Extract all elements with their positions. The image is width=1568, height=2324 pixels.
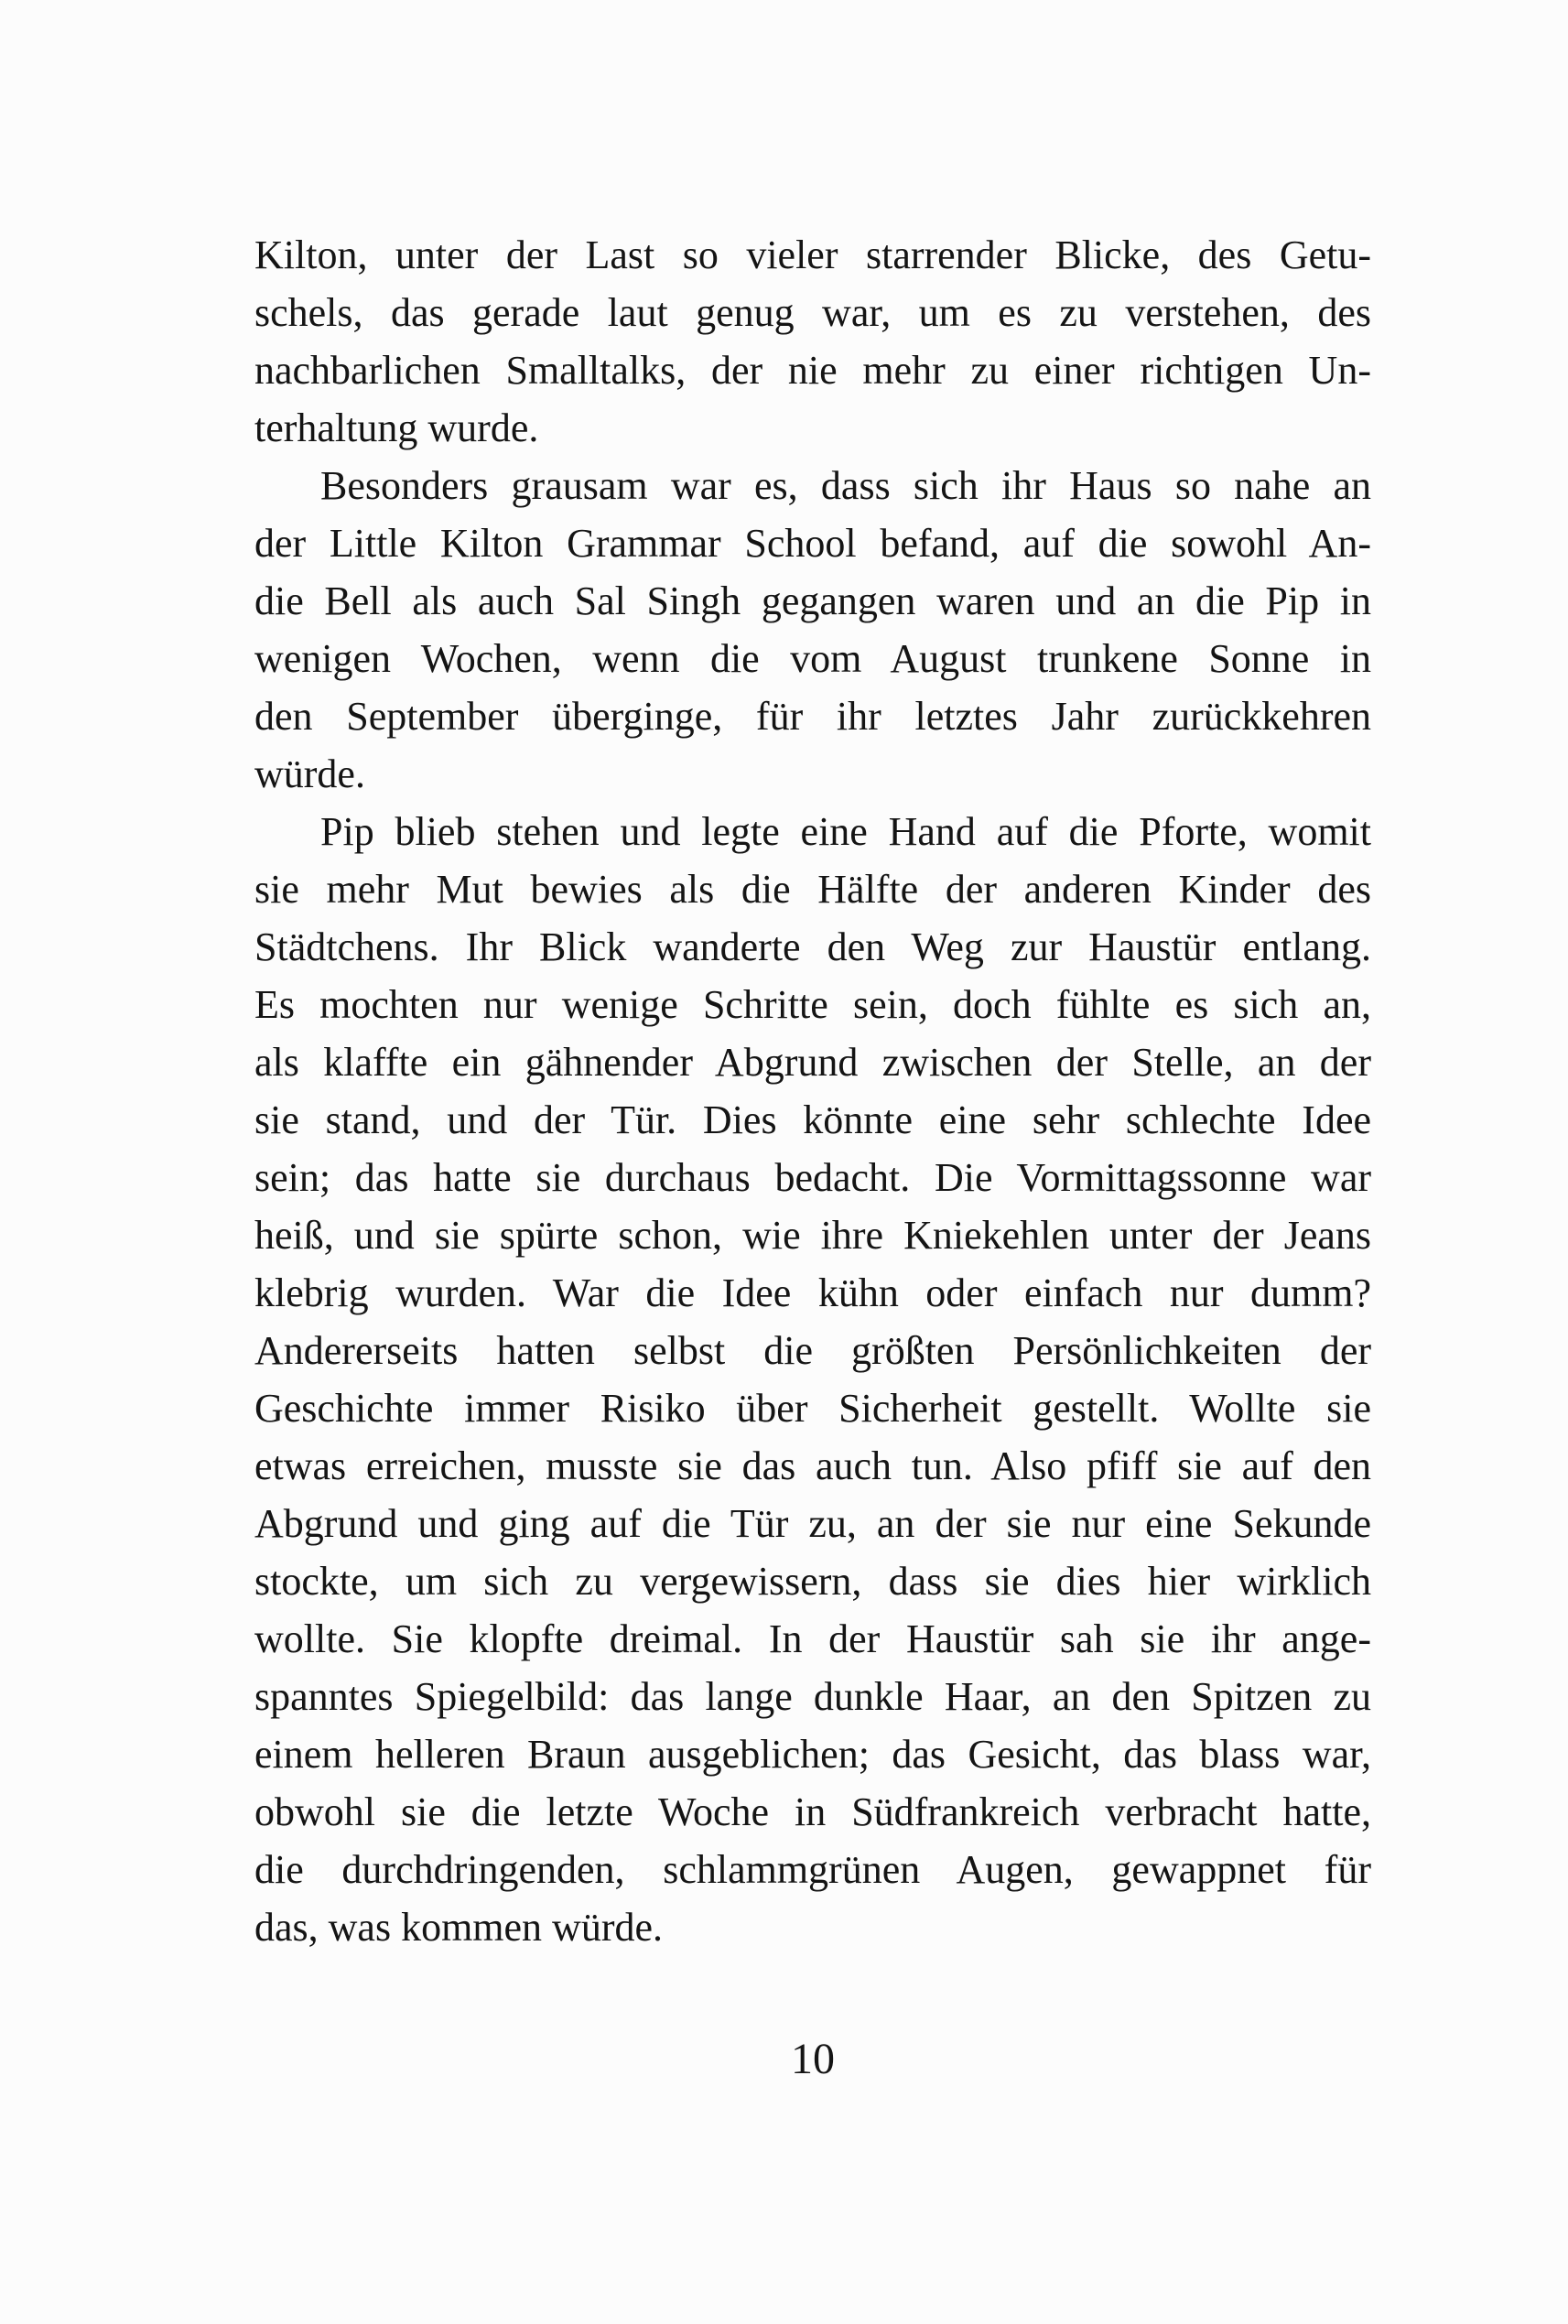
text-line: Städtchens. Ihr Blick wanderte den Weg zur Haustür entlang. <box>254 924 1371 969</box>
text-line: etwas erreichen, musste sie das auch tun. Also pfiff sie auf den <box>254 1443 1371 1488</box>
text-line: heiß, und sie spürte schon, wie ihre Kniekehlen unter der Jeans <box>254 1213 1371 1258</box>
text-line: Pip blieb stehen und legte eine Hand auf die Pforte, womit <box>320 809 1371 854</box>
text-line: den September überginge, für ihr letztes Jahr zurückkehren <box>254 694 1371 739</box>
text-line: Kilton, unter der Last so vieler starrender Blicke, des Getu- <box>254 232 1371 277</box>
text-line: schels, das gerade laut genug war, um es zu verstehen, des <box>254 290 1371 335</box>
text-line: spanntes Spiegelbild: das lange dunkle Haar, an den Spitzen zu <box>254 1674 1371 1719</box>
text-line: sein; das hatte sie durchaus bedacht. Die Vormittagssonne war <box>254 1155 1371 1200</box>
text-line: würde. <box>254 751 365 796</box>
text-line: wollte. Sie klopfte dreimal. In der Haustür sah sie ihr ange- <box>254 1616 1371 1661</box>
text-line: einem helleren Braun ausgeblichen; das Gesicht, das blass war, <box>254 1732 1371 1777</box>
paragraph <box>254 457 1371 803</box>
text-line: klebrig wurden. War die Idee kühn oder einfach nur dumm? <box>254 1270 1371 1315</box>
text-line: obwohl sie die letzte Woche in Südfrankreich verbracht hatte, <box>254 1789 1371 1834</box>
text-line: Andererseits hatten selbst die größten Persönlichkeiten der <box>254 1328 1371 1373</box>
page-text <box>254 226 1371 1956</box>
text-line: Abgrund und ging auf die Tür zu, an der sie nur eine Sekunde <box>254 1501 1371 1546</box>
text-line: Besonders grausam war es, dass sich ihr Haus so nahe an <box>320 463 1371 508</box>
text-line: terhaltung wurde. <box>254 405 539 450</box>
text-line: der Little Kilton Grammar School befand, auf die sowohl An- <box>254 521 1371 566</box>
text-line: das, was kommen würde. <box>254 1905 664 1950</box>
text-line: stockte, um sich zu vergewissern, dass sie dies hier wirklich <box>254 1559 1371 1604</box>
text-line: als klaffte ein gähnender Abgrund zwischen der Stelle, an der <box>254 1040 1371 1085</box>
text-line: sie mehr Mut bewies als die Hälfte der anderen Kinder des <box>254 867 1371 912</box>
text-line: die Bell als auch Sal Singh gegangen waren und an die Pip in <box>254 578 1371 623</box>
paragraph <box>254 803 1371 1956</box>
text-line: nachbarlichen Smalltalks, der nie mehr zu einer richtigen Un- <box>254 348 1371 393</box>
paragraph <box>254 226 1371 457</box>
text-line: sie stand, und der Tür. Dies könnte eine sehr schlechte Idee <box>254 1097 1371 1142</box>
text-line: Geschichte immer Risiko über Sicherheit gestellt. Wollte sie <box>254 1386 1371 1431</box>
page-number: 10 <box>791 2035 835 2083</box>
text-line: die durchdringenden, schlammgrünen Augen, gewappnet für <box>254 1847 1371 1892</box>
text-line: Es mochten nur wenige Schritte sein, doch fühlte es sich an, <box>254 982 1371 1027</box>
text-line: wenigen Wochen, wenn die vom August trunkene Sonne in <box>254 636 1371 681</box>
